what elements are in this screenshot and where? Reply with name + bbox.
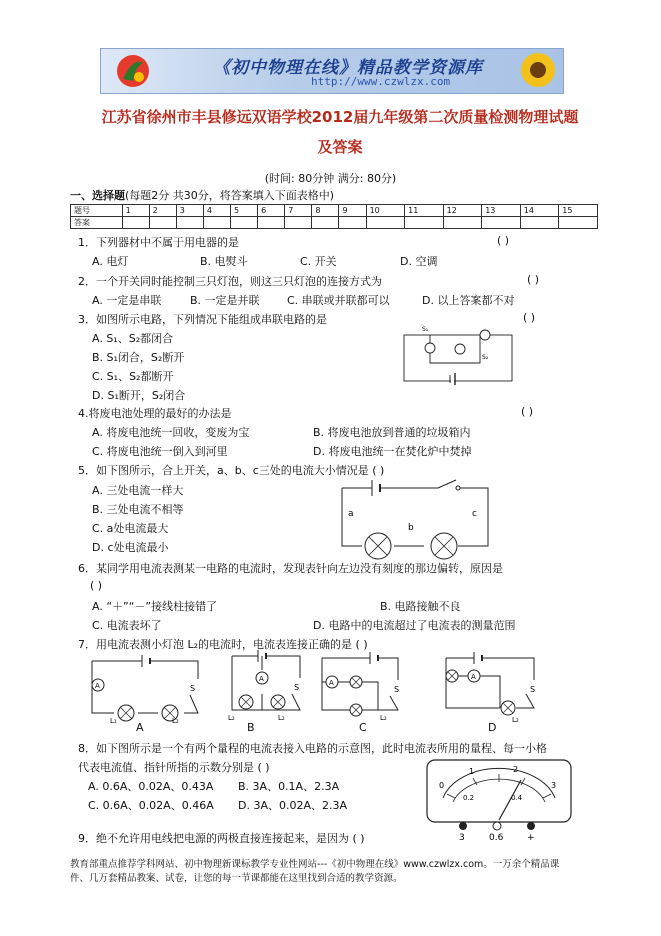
option: D. 空调 [400, 255, 438, 268]
question-8: 8．如下图所示是一个有两个量程的电流表接入电路的示意图，此时电流表所用的量程、每一小格 [78, 742, 547, 755]
answer-cell[interactable] [312, 217, 339, 229]
terminal-label: 3 [459, 833, 465, 843]
question-9: 9．绝不允许用电线把电源的两极直接连接起来，是因为 ( ) [78, 832, 365, 845]
table-cell: 14 [520, 205, 559, 217]
option: A. 一定是串联 [92, 294, 162, 307]
footer-line: 件、几万套精品教案、试卷，让您的每一节课都能在这里找到合适的教学资源。 [70, 873, 403, 884]
question-8-line2: 代表电流值、指针所指的示数分别是 ( ) [78, 761, 270, 774]
point-b-label: b [408, 523, 414, 533]
banner-url[interactable]: http://www.czwlzx.com [311, 75, 451, 88]
banner-title: 《初中物理在线》精品教学资源库 [213, 58, 483, 78]
lamp-label: L₂ [380, 714, 387, 722]
lamp-label: L₂ [228, 714, 235, 722]
option: D. S₁断开，S₂闭合 [92, 389, 186, 402]
page-title-line2: 及答案 [317, 138, 363, 156]
table-cell: 12 [443, 205, 482, 217]
question-5: 5．如下图所示，合上开关，a、b、c三处的电流大小情况是 ( ) [78, 464, 385, 477]
table-cell: 9 [339, 205, 366, 217]
answer-bracket: ( ) [523, 311, 536, 324]
ammeter-label: A [329, 679, 334, 687]
option: C. 开关 [300, 255, 337, 268]
answer-bracket: ( ) [527, 273, 540, 286]
footer-line: 教育部重点推荐学科网站、初中物理新课标教学专业性网站---《初中物理在线》www.czwlzx.com。一万余个精品课 [70, 859, 560, 870]
answer-cell[interactable] [520, 217, 559, 229]
q7-circuit-C [318, 652, 404, 720]
answer-cell[interactable] [405, 217, 444, 229]
dial-tick-label: 0 [439, 781, 445, 790]
option: C. 串联或并联都可以 [287, 294, 390, 307]
lamp-label: L₁ [110, 717, 117, 725]
table-cell: 1 [122, 205, 149, 217]
question-2: 2．一个开关同时能控制三只灯泡，则这三只灯泡的连接方式为 [78, 275, 382, 288]
table-cell: 6 [258, 205, 285, 217]
table-cell: 4 [203, 205, 230, 217]
table-cell: 2 [149, 205, 176, 217]
option: B. 三处电流不相等 [92, 503, 184, 516]
option: C. 0.6A、0.02A、0.46A [88, 799, 214, 812]
option-label: C [359, 721, 367, 734]
question-4: 4.将废电池处理的最好的办法是 [78, 407, 232, 420]
answer-bracket: ( ) [521, 405, 534, 418]
option: C. 电流表坏了 [92, 619, 162, 632]
question-1: 1．下列器材中不属于用电器的是 [78, 236, 239, 249]
lamp-label: L₂ [278, 714, 285, 722]
terminal-label: 0.6 [489, 833, 504, 843]
dial-sub-label: 0.4 [511, 794, 523, 802]
option: D. 电路中的电流超过了电流表的测量范围 [313, 619, 516, 632]
header-banner [100, 48, 564, 94]
switch-label: S₂ [482, 354, 489, 361]
answer-cell[interactable] [258, 217, 285, 229]
table-cell: 8 [312, 205, 339, 217]
table-cell: 13 [482, 205, 521, 217]
answer-cell[interactable] [339, 217, 366, 229]
q5-circuit-diagram [340, 474, 490, 556]
ammeter-dial-figure [425, 758, 573, 843]
exam-info: (时间: 80分钟 满分: 80分) [264, 172, 397, 185]
answer-cell[interactable] [366, 217, 405, 229]
option: D. 以上答案都不对 [422, 294, 515, 307]
lamp-label: L₂ [172, 717, 179, 725]
dial-sub-label: 0.2 [463, 794, 475, 802]
option-label: A [136, 721, 144, 734]
option: B. 一定是并联 [190, 294, 260, 307]
option: B. 将废电池放到普通的垃圾箱内 [313, 426, 471, 439]
answer-cell[interactable] [443, 217, 482, 229]
option: C. S₁、S₂都断开 [92, 370, 174, 383]
q7-circuit-B [228, 650, 304, 722]
answer-cell[interactable] [203, 217, 230, 229]
section-heading [70, 187, 334, 203]
page-title: 江苏省徐州市丰县修远双语学校2012届九年级第二次质量检测物理试题 [101, 108, 579, 126]
section-title: 一、选择题 [70, 189, 125, 202]
option: A. 将废电池统一回收，变废为宝 [92, 426, 250, 439]
option: A. 电灯 [92, 255, 129, 268]
switch-label: S [294, 683, 300, 692]
option: B. 电熨斗 [200, 255, 248, 268]
option: D. c处电流最小 [92, 541, 169, 554]
q3-circuit-diagram [400, 323, 518, 385]
answer-cell[interactable] [482, 217, 521, 229]
table-row [71, 217, 598, 229]
option: B. S₁闭合，S₂断开 [92, 351, 185, 364]
table-cell: 10 [366, 205, 405, 217]
option: C. a处电流最大 [92, 522, 169, 535]
option: A. 三处电流一样大 [92, 484, 184, 497]
option: C. 将废电池统一倒入到河里 [92, 445, 228, 458]
option: D. 3A、0.02A、2.3A [238, 799, 348, 812]
table-cell: 7 [285, 205, 312, 217]
ammeter-label: A [259, 675, 264, 683]
option: A. S₁、S₂都闭合 [92, 332, 174, 345]
option: B. 电路接触不良 [380, 600, 461, 613]
table-cell: 11 [405, 205, 444, 217]
point-c-label: c [472, 509, 477, 519]
table-cell: 答案 [71, 217, 123, 229]
dial-tick-label: 1 [469, 767, 475, 776]
point-a-label: a [348, 509, 354, 519]
switch-label: S [530, 685, 536, 694]
question-6: 6．某同学用电流表测某一电路的电流时，发现表针向左边没有刻度的那边偏转，原因是 [78, 562, 503, 575]
switch-label: S [394, 685, 400, 694]
table-cell: 15 [559, 205, 598, 217]
table-row [71, 205, 598, 217]
switch-label: S [190, 684, 196, 693]
answer-cell[interactable] [176, 217, 203, 229]
option-label: B [247, 721, 255, 734]
answer-cell[interactable] [231, 217, 258, 229]
option: D. 将废电池统一在焚化炉中焚掉 [313, 445, 472, 458]
answer-cell[interactable] [559, 217, 598, 229]
terminal-label: + [527, 833, 535, 843]
answer-cell[interactable] [149, 217, 176, 229]
answer-bracket: ( ) [497, 234, 510, 247]
ammeter-label: A [471, 673, 476, 681]
ammeter-label: A [95, 682, 100, 690]
section-note: (每题2分 共30分，将答案填入下面表格中) [125, 189, 335, 202]
answer-cell[interactable] [285, 217, 312, 229]
question-3: 3．如图所示电路，下列情况下能组成串联电路的是 [78, 313, 327, 326]
table-cell: 题号 [71, 205, 123, 217]
q7-circuit-D [440, 652, 540, 722]
lamp-label: L₂ [512, 716, 519, 724]
question-7: 7．用电流表测小灯泡 L₂的电流时，电流表连接正确的是 ( ) [78, 638, 368, 651]
answer-table [70, 204, 598, 229]
dial-tick-label: 2 [513, 765, 519, 774]
switch-label: S₁ [422, 326, 429, 333]
dial-tick-label: 3 [551, 781, 557, 790]
option-label: D [488, 721, 497, 734]
sunflower-icon [519, 51, 557, 89]
option: A. 0.6A、0.02A、0.43A [88, 780, 214, 793]
table-cell: 3 [176, 205, 203, 217]
answer-cell[interactable] [122, 217, 149, 229]
site-logo-icon [115, 53, 151, 89]
option: A. “＋”“－”接线柱接错了 [92, 600, 218, 613]
footer [70, 858, 610, 886]
table-cell: 5 [231, 205, 258, 217]
q7-circuit-A [86, 655, 206, 723]
option: B. 3A、0.1A、2.3A [238, 780, 340, 793]
answer-bracket: ( ) [90, 579, 103, 592]
